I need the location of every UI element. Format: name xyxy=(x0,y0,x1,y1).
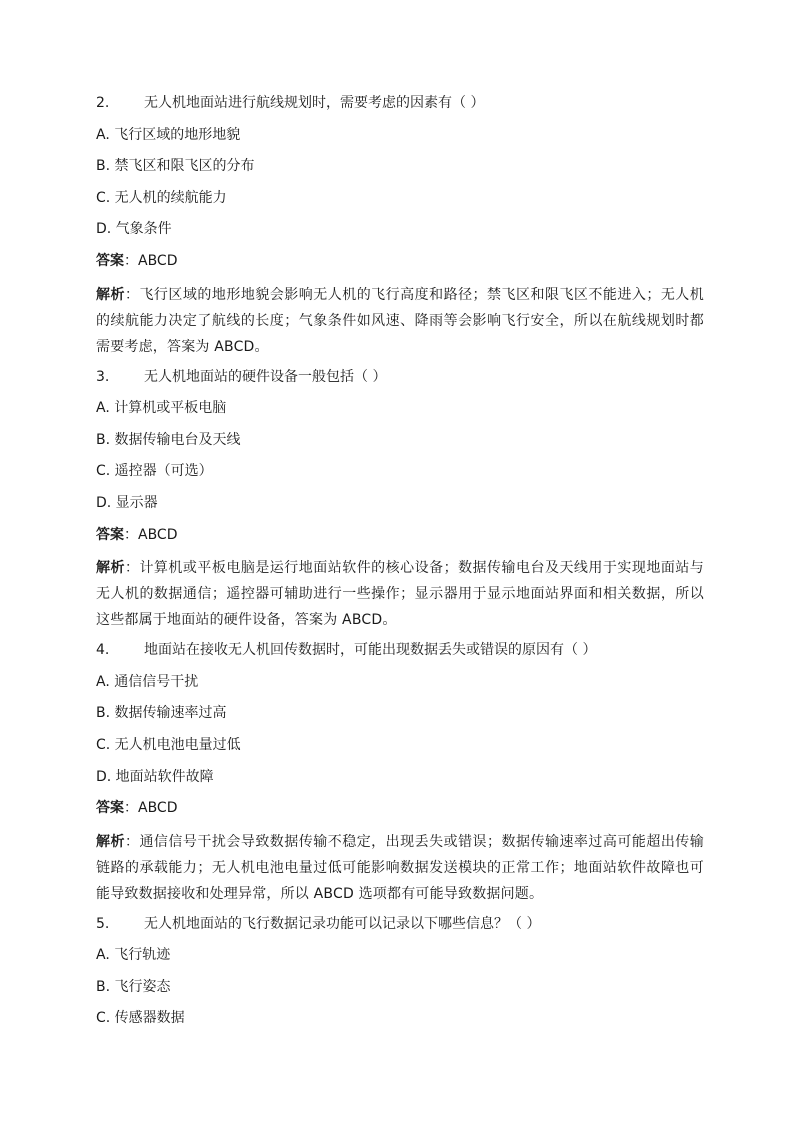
explanation-text: ：通信信号干扰会导致数据传输不稳定，出现丢失或错误；数据传输速率过高可能超出传输链路的承载能力；无人机电池电量过低可能影响数据发送模块的正常工作；地面站软件故障也可能导致数据接收和处理异常，所以 ABCD 选项都有可能导致数据问题。 xyxy=(96,833,704,902)
option-a: A. 计算机或平板电脑 xyxy=(96,400,227,417)
option-d: D. 气象条件 xyxy=(96,221,172,238)
answer-label: 答案 xyxy=(96,800,124,817)
option-b: B. 数据传输电台及天线 xyxy=(96,431,241,448)
answer-value: ：ABCD xyxy=(124,800,178,817)
question-stem xyxy=(96,366,704,388)
option-b: B. 禁飞区和限飞区的分布 xyxy=(96,158,255,175)
question-5 xyxy=(96,913,704,1030)
option-a: A. 通信信号干扰 xyxy=(96,673,199,690)
explanation xyxy=(96,282,704,360)
question-stem xyxy=(96,913,704,935)
option-c: C. 传感器数据 xyxy=(96,1010,185,1027)
option-b: B. 数据传输速率过高 xyxy=(96,705,227,722)
option-b: B. 飞行姿态 xyxy=(96,978,171,995)
answer-line xyxy=(96,524,704,546)
explanation xyxy=(96,829,704,907)
question-text: 无人机地面站的飞行数据记录功能可以记录以下哪些信息？（ ） xyxy=(144,915,541,932)
option-c: C. 无人机电池电量过低 xyxy=(96,736,241,753)
option-a: A. 飞行轨迹 xyxy=(96,947,171,964)
question-stem xyxy=(96,92,704,114)
question-number: 2. xyxy=(96,95,110,111)
question-number: 4. xyxy=(96,642,110,659)
option-d: D. 地面站软件故障 xyxy=(96,768,214,785)
document-page xyxy=(96,92,704,1039)
answer-line xyxy=(96,797,704,819)
question-2 xyxy=(96,92,704,360)
explanation-label: 解析 xyxy=(96,833,125,850)
question-number: 3. xyxy=(96,368,110,385)
option-a: A. 飞行区域的地形地貌 xyxy=(96,126,241,143)
option-d: D. 显示器 xyxy=(96,494,158,511)
explanation-text: ：飞行区域的地形地貌会影响无人机的飞行高度和路径；禁飞区和限飞区不能进入；无人机的续航能力决定了航线的长度；气象条件如风速、降雨等会影响飞行安全，所以在航线规划时都需要考虑，答案为 ABCD。 xyxy=(96,286,704,355)
answer-value: ：ABCD xyxy=(124,526,178,543)
option-c: C. 遥控器（可选） xyxy=(96,463,213,480)
answer-label: 答案 xyxy=(96,526,124,543)
question-number: 5. xyxy=(96,915,110,932)
explanation-label: 解析 xyxy=(96,560,125,577)
question-text: 地面站在接收无人机回传数据时，可能出现数据丢失或错误的原因有（ ） xyxy=(144,642,597,659)
question-stem xyxy=(96,639,704,661)
question-text: 无人机地面站的硬件设备一般包括（ ） xyxy=(144,368,387,385)
explanation-text: ：计算机或平板电脑是运行地面站软件的核心设备；数据传输电台及天线用于实现地面站与无人机的数据通信；遥控器可辅助进行一些操作；显示器用于显示地面站界面和相关数据，所以这些都属于地面站的硬件设备，答案为 ABCD。 xyxy=(96,560,704,629)
question-3 xyxy=(96,366,704,634)
option-c: C. 无人机的续航能力 xyxy=(96,189,227,206)
answer-label: 答案 xyxy=(96,252,124,269)
answer-line xyxy=(96,250,704,272)
explanation-label: 解析 xyxy=(96,286,125,303)
explanation xyxy=(96,555,704,633)
question-4 xyxy=(96,639,704,907)
answer-value: ：ABCD xyxy=(124,252,178,269)
question-text: 无人机地面站进行航线规划时，需要考虑的因素有（ ） xyxy=(144,95,485,111)
